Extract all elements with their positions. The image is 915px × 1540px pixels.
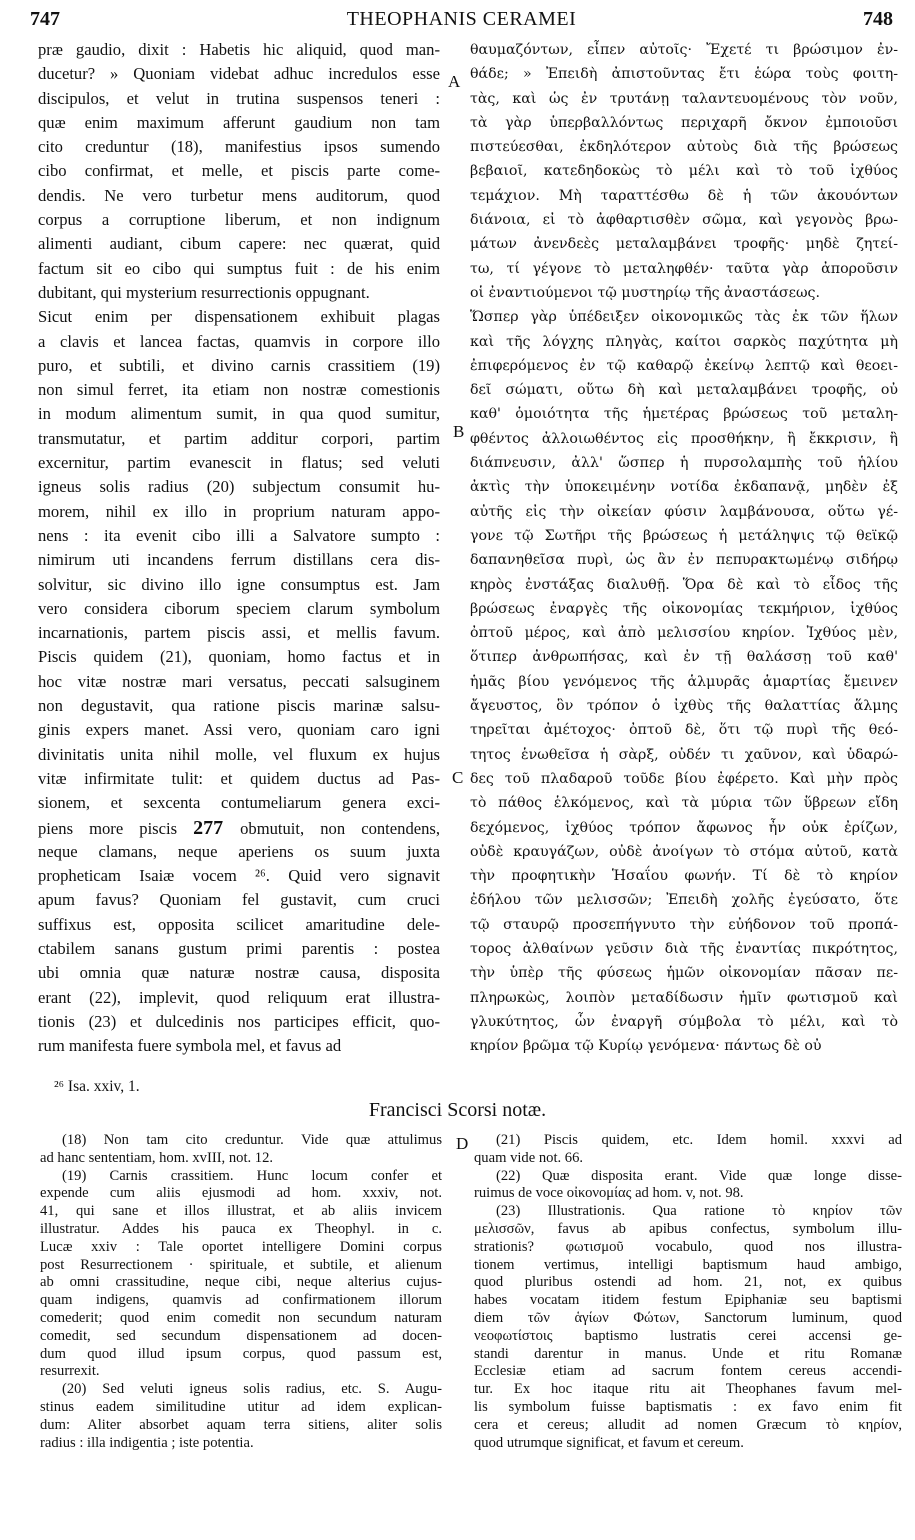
note-line: cera et cereus; alludit ad nomen Græcum τὸ κηρίον, <box>474 1416 902 1433</box>
latin-column <box>38 38 440 1058</box>
latin-text-line: apum favus? Quoniam fel gustavit, cum cruci <box>38 890 440 910</box>
greek-text-line: τῷ σταυρῷ προσεπήγνυτο τὴν εὐήδονον τοῦ προπά- <box>470 916 898 933</box>
latin-text-line: cibo confirmat, et melle, et piscis parte come- <box>38 161 440 181</box>
latin-text-line: dendis. Ne vero turbetur mens auditorum, quod <box>38 185 440 205</box>
note-line: quod pluribus ostendi ad hom. 21, not, ex quibus <box>474 1274 902 1291</box>
greek-text-line: οὐδὲ κραυγάζων, οὐδὲ ἀνοίγων τὸ στόμα αὐτοῦ, κατὰ <box>470 843 898 860</box>
greek-text-line: τὰς, καὶ ὡς ἐν τρυτάνῃ ταλαντευομένους τὸν νοῦν, <box>470 90 898 107</box>
greek-text-line: θαυμαζόντων, εἶπεν αὐτοῖς· Ἔχετέ τι βρώσιμον ἐν- <box>470 42 898 58</box>
note-line: radius : illa indigentia ; iste potentia. <box>40 1434 254 1451</box>
latin-text-line: suffixus est, opposita scilicet amaritudine dele- <box>38 914 440 934</box>
text-segment: piens more piscis <box>38 818 194 838</box>
latin-text-line: nimirum uti incandens ferrum distillans cera dis- <box>38 550 440 570</box>
greek-text-line: αὐτῆς εἰς τὴν οἰκείαν φύσιν λαμβάνουσα, οὕτω γέ- <box>470 503 898 520</box>
latin-text-line: transmutatur, et partim additur corpori, partim <box>38 428 440 448</box>
greek-text-line: διάνοια, εἰ τὸ ἀφθαρτισθὲν σῶμα, καὶ γεγονὸς βρω- <box>470 212 898 229</box>
note-line: quam indigens, quamvis ad confirmationem illorum <box>40 1292 442 1309</box>
greek-text-line: γονε τῷ Σωτῆρι τῆς βρώσεως ἡ μετάληψις τῷ θεϊκῷ <box>470 527 898 544</box>
greek-text-line: ἡμᾶς βίου γενόμενος τῆς ἁλμυρᾶς ἁμαρτίας ἔμεινεν <box>470 673 898 690</box>
page-number-inline: 277 <box>193 816 241 839</box>
latin-text-line: Sicut enim per dispensationem exhibuit plagas <box>38 307 440 327</box>
latin-text-line: ducetur? » Quoniam videbat adhuc incredulos esse <box>38 64 440 84</box>
greek-text-line: κηρίον βρῶμα τῷ Κυρίῳ γενόμενα· πάντως δὲ οὐ <box>470 1038 822 1055</box>
latin-text-line: tionis (23) et dulcedinis nos participes efficit, quo- <box>38 1011 440 1031</box>
latin-text-line: ctabilem sanans gustum primi parentis : postea <box>38 938 440 958</box>
greek-text-line: οἱ ἐναντιούμενοι τῷ μυστηρίῳ τῆς ἀναστάσεως. <box>470 284 820 301</box>
latin-text-line: ginis expers manet. Assi vero, quoniam caro igni <box>38 720 440 740</box>
note-line: quam vide not. 66. <box>474 1149 584 1166</box>
latin-text-line: hoc vitæ nostræ mari versatus, peccati salsuginem <box>38 671 440 691</box>
note-line: expende cum aliis ejusmodi ad hom. xxxiv, not. <box>40 1185 442 1202</box>
margin-marker-a: A <box>448 72 461 91</box>
latin-text-line: vero considera ciborum speciem clarum symbolum <box>38 598 440 618</box>
latin-text-line: propheticam Isaiæ vocem ²⁶. Quid vero signavit <box>38 866 440 886</box>
margin-marker-c: C <box>452 768 464 787</box>
note-line: diem τῶν ἁγίων Φώτων, Sanctorum luminum, quod <box>474 1309 902 1326</box>
greek-text-line: ἀκτὶς τὴν ὑποκειμένην νοτίδα ἐκδαπανᾷ, μηδὲν ἐξ <box>470 479 898 496</box>
latin-text-line: morem, nihil ex illo in proprium naturam appo- <box>38 501 440 521</box>
greek-text-line: καθ' ὁμοιότητα τῆς ἡμετέρας βρώσεως τοῦ μεταλη- <box>470 406 898 423</box>
note-line: habes vocatam itidem festum Epiphaniæ seu baptismi <box>474 1292 902 1309</box>
note-line: strationis? φωτισμοῦ vocabulo, quod nos illustra- <box>474 1238 902 1255</box>
greek-text-line: τω, τί γέγονε τὸ μεταληφθέν· ταῦτα γὰρ ἀποροῦσιν <box>470 260 898 277</box>
notes-right-column <box>474 1132 902 1452</box>
note-line: Lucæ xxiv : Tale oportet intelligere Domini corpus <box>40 1238 442 1255</box>
latin-text-line: incarnationis, partem piscis assi, et mellis favum. <box>38 623 440 643</box>
latin-text-line <box>38 816 440 840</box>
note-line: resurrexit. <box>40 1363 100 1380</box>
note-line: 41, qui sane et illos illustrat, et ab aliis invicem <box>40 1203 442 1220</box>
page-number-left: 747 <box>30 8 60 30</box>
greek-text-line: ὅτιπερ ἀνθρωπήσας, καὶ ἐν τῇ θαλάσσῃ τοῦ καθ' <box>470 649 898 666</box>
note-line: tionem vertimus, intelligi baptismum haud ambigo, <box>474 1256 902 1273</box>
latin-text-line: factum sit eo cibo qui sumptus fuit : de his enim <box>38 258 440 278</box>
latin-text-line: non simul ferret, ita etiam non nostræ comestionis <box>38 380 440 400</box>
note-line: quod utrumque significat, et favum et cereum. <box>474 1434 744 1451</box>
note-line: comedit, sed secundum dispensationem ad docen- <box>40 1327 442 1344</box>
greek-text-line: τητος ἑνωθεῖσα ἡ σὰρξ, οὐδέν τι χαῦνον, καὶ ὑδαρώ- <box>470 746 898 763</box>
greek-text-line: μάτων ἀνενδεὲς μεταλαμβάνει τροφῆς· μηδὲ ζητεί- <box>470 236 898 253</box>
latin-text-line: erant (22), implevit, quod reliquum erat illustra- <box>38 987 440 1007</box>
note-line: illustratur. Addes his pauca ex Theophyl. in c. <box>40 1220 442 1237</box>
text-segment: obmutuit, non contendens, <box>240 818 440 838</box>
latin-text-line: igneus solis radius (20) subjectum consumit hu- <box>38 477 440 497</box>
greek-text-line: βεβαιοῖ, κατεδηδοκὼς τὸ μέλι καὶ τὸ τοῦ ἰχθύος <box>470 163 898 180</box>
greek-text-line: τὴν ὑπὲρ τῆς φύσεως ἡμῶν οἰκονομίαν πᾶσαν πε- <box>470 965 898 982</box>
margin-marker-d: D <box>456 1134 469 1153</box>
note-line: νεοφωτίστοις baptismo lustratis cerei accensi ge- <box>474 1327 902 1344</box>
note-line: standi darentur in manus. Unde et ritu Romanæ <box>474 1345 902 1362</box>
note-line: dum: Aliter absorbet aquam terra sitiens, aliter solis <box>40 1416 442 1433</box>
greek-text-line: γλυκύτητος, ὧν ἐναργῆ σύμβολα τὸ μέλι, καὶ τὸ <box>470 1013 898 1030</box>
latin-text-line: rum manifesta fuere symbola mel, et favus ad <box>38 1036 342 1056</box>
greek-text-line: θάδε; » Ἐπειδὴ ἀπιστοῦντας ἔτι ἑώρα τοὺς φοιτη- <box>470 66 898 83</box>
running-title: THEOPHANIS CERAMEI <box>346 8 577 30</box>
note-line: lis symbolum fuisse baptismatis : ex favo enim fit <box>474 1398 902 1415</box>
greek-text-line: πιστεύεσθαι, ἐκδηλότερον αὐτοὺς διὰ τῆς βρώσεως <box>470 139 898 156</box>
latin-text-line: Piscis quidem (21), quoniam, homo factus et in <box>38 647 440 667</box>
margin-marker-b: B <box>453 422 465 441</box>
note-line: dum quod illud ipsum corpus, quod passum est, <box>40 1345 442 1362</box>
note-line: (19) Carnis crassitiem. Hunc locum confer et <box>62 1167 442 1184</box>
greek-text-line: δεῖ σώματι, οὕτω δὴ καὶ μεταλαμβάνει τροφῆς, οὐ <box>470 382 898 399</box>
note-line: stinus eadem similitudine utitur ad idem explican- <box>40 1398 442 1415</box>
latin-text-line: dubitant, qui mysterium resurrectionis oppugnant. <box>38 282 370 302</box>
latin-text-line: divinitatis unita nihil molle, vel fluxum ex hujus <box>38 744 440 764</box>
note-line: tur. Ex hoc itaque ritu ait Theophanes favum mel- <box>474 1381 902 1398</box>
note-line: ad hanc sententiam, hom. xvIII, not. 12. <box>40 1149 274 1166</box>
greek-text-line: τὰ γὰρ ὑπερβαλλόντως περιχαρῆ ὄκνον ἐμποιοῦσι <box>470 114 898 131</box>
note-line: (21) Piscis quidem, etc. Idem homil. xxxvi ad <box>496 1132 902 1148</box>
greek-text-line: δες τοῦ πλαδαροῦ τοῦδε βίου ἐφέρετο. Καὶ μὴν πρὸς <box>470 770 898 787</box>
greek-text-line: τεμάχιον. Μὴ ταραττέσθω δὲ ἡ τῶν ἀκουόντων <box>470 187 898 204</box>
note-line: μελισσῶν, favus ab apibus confectus, symbolum illu- <box>474 1220 902 1237</box>
latin-text-line: solvitur, sic divino illo igne consumptus est. Jam <box>38 574 440 594</box>
greek-text-line: κηρὸς ἐνστάξας διαλυθῇ. Ὅρα δὲ καὶ τὸ εἶδος τῆς <box>470 576 898 593</box>
note-line: ab omni crassitudine, neque cibi, neque alterius cujus- <box>40 1274 442 1291</box>
note-line: (23) Illustrationis. Qua ratione τὸ κηρίον τῶν <box>496 1203 902 1220</box>
latin-text-line: cito creduntur (18), manifestius ipsos sumendo <box>38 137 440 157</box>
note-line: comederit; quod enim comedit non secundum naturam <box>40 1309 442 1326</box>
greek-text-line: ὀπτοῦ μέρος, καὶ ἀπὸ μελισσίου κηρίον. Ἰχθύος μὲν, <box>470 625 898 642</box>
running-header <box>30 8 893 36</box>
greek-text-line: τορος ἀλθαίνων γεῦσιν διὰ τῆς ἐναντίας πικρότητος, <box>470 940 898 957</box>
latin-text-line: a clavis et lancea factas, quamvis in corpore illo <box>38 331 440 351</box>
greek-text-line: πληρωκὼς, λοιπὸν μεταδίδωσιν ἡμῖν φωτισμοῦ καὶ <box>470 989 898 1006</box>
greek-text-line: ἄγευστος, ὃν τρόπον ὁ ἰχθὺς τῆς θαλαττίας ἅλμης <box>470 698 898 715</box>
latin-text-line: præ gaudio, dixit : Habetis hic aliquid, quod man- <box>38 40 440 59</box>
greek-text-line: τὴν προφητικὴν Ἡσαΐου φωνήν. Τί δὲ τὸ κηρίον <box>470 868 898 885</box>
latin-text-line: excernitur, partim evanescit in flatus; sed veluti <box>38 453 440 473</box>
latin-text-line: puro, et subtili, et divino carnis crassitiem (19) <box>38 355 440 375</box>
greek-text-line: δεχόμενος, ἰχθύος τρόπον ἄφωνος ἦν οὐκ ἐρίζων, <box>470 819 898 836</box>
page-number-right: 748 <box>863 8 893 30</box>
greek-column <box>470 38 898 1058</box>
footnote: ²⁶ Isa. xxiv, 1. <box>54 1078 140 1095</box>
note-line: (22) Quæ disposita erant. Vide quæ longe disse- <box>496 1167 902 1184</box>
greek-text-line: ἐδήλου τῶν μελισσῶν; Ἐπειδὴ χολῆς ἐγεύσατο, ὅτε <box>470 892 898 909</box>
note-line: (20) Sed veluti igneus solis radius, etc. S. Augu- <box>62 1381 442 1398</box>
greek-text-line: βρώσεως ἐναργὲς τῆς οἰκονομίας τεκμήριον, ἰχθύος <box>470 600 898 617</box>
note-line: Ecclesiæ etiam ad sacrum fontem cereus accendi- <box>474 1363 902 1380</box>
latin-text-line: ubi omnia quæ naturæ nostræ causa, disposita <box>38 963 440 983</box>
greek-text-line: φθέντος ἀλλοιωθέντος εἰς προσθήκην, ἢ ἔκκρισιν, ἢ <box>470 430 898 447</box>
note-line: (18) Non tam cito creduntur. Vide quæ attulimus <box>62 1132 442 1148</box>
notes-left-column <box>40 1132 442 1452</box>
greek-text-line: διάπνευσιν, ἀλλ' ὥσπερ ἡ πυρσολαμπὴς τοῦ ἡλίου <box>470 455 898 472</box>
latin-text-line: corpus a corruptione liberum, et non indignum <box>38 210 440 230</box>
latin-text-line: quæ enim maximum afferunt gaudium non tam <box>38 112 440 132</box>
latin-text-line: alimenti audiant, cibum capere: nec quærat, quid <box>38 234 440 254</box>
greek-text-line: Ὥσπερ γὰρ ὑπέδειξεν οἰκονομικῶς τὰς ἐκ τῶν ἥλων <box>470 309 898 326</box>
latin-text-line: nens : ita evenit cibo illi a Salvatore sumpto : <box>38 525 440 545</box>
greek-text-line: τηρεῖται ἀμέτοχος· ὀπτοῦ δὲ, ὅτι τῷ πυρὶ τῆς θεό- <box>470 722 898 739</box>
greek-text-line: καὶ τῆς λόγχης πληγὰς, καίτοι σαρκὸς παχύτητα μὴ <box>470 333 898 350</box>
note-line: ruimus de voce οἰκονομίας ad hom. v, not. 98. <box>474 1185 744 1202</box>
latin-text-line: sionem, et sexcenta contumeliarum genera exci- <box>38 793 440 813</box>
latin-text-line: vitæ infirmitate tulit: et quidem ductus ad Pas- <box>38 768 440 788</box>
note-line: post Resurrectionem · spirituale, et subtile, et alienum <box>40 1256 442 1273</box>
latin-text-line: non degustavit, qua ratione piscis marinæ salsu- <box>38 696 440 716</box>
greek-text-line: ἐπιφερόμενος ἐν τῷ καθαρῷ ἐκείνῳ λεπτῷ καὶ θεοει- <box>470 357 898 374</box>
latin-text-line: in modum alimentum sumit, in qua quod sumitur, <box>38 404 440 424</box>
latin-text-line: neque clamans, neque aperiens os suum juxta <box>38 841 440 861</box>
latin-text-line: discipulos, et velut in trutina suspensos teneri : <box>38 88 440 108</box>
greek-text-line: δαπανηθεῖσα πυρὶ, ὡς ἂν ἐν πεπυρακτωμένῳ σιδήρῳ <box>470 552 898 569</box>
greek-text-line: τὸ πάθος ἑλκόμενος, καὶ τὰ μύρια τῶν ὕβρεων εἴδη <box>470 795 898 812</box>
notes-title: Francisci Scorsi notæ. <box>368 1099 547 1121</box>
